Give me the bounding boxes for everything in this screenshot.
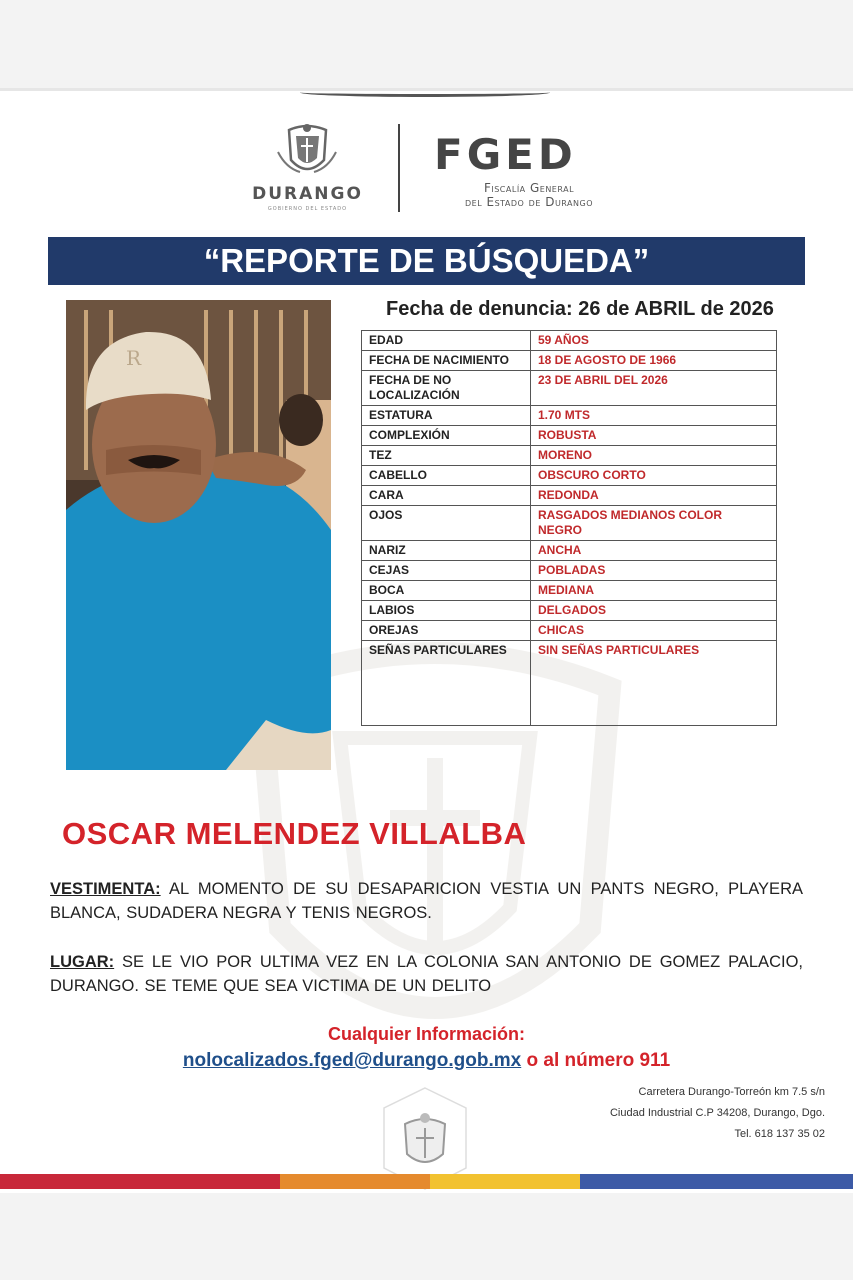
description-row (362, 446, 777, 466)
color-stripe (0, 1174, 853, 1189)
description-value: 59 AÑOS (531, 331, 777, 351)
description-value: DELGADOS (531, 601, 777, 621)
description-row (362, 406, 777, 426)
stripe-blue (580, 1174, 853, 1189)
description-label: OJOS (362, 506, 531, 541)
agency-name-line1: Fiscalía General (483, 181, 575, 195)
description-label: NARIZ (362, 541, 531, 561)
stripe-orange (280, 1174, 430, 1189)
description-value: 18 DE AGOSTO DE 1966 (531, 351, 777, 371)
description-value: POBLADAS (531, 561, 777, 581)
description-row (362, 621, 777, 641)
description-label: FECHA DE NO LOCALIZACIÓN (362, 371, 531, 406)
top-arc-decoration (300, 88, 550, 97)
description-label: OREJAS (362, 621, 531, 641)
info-title: Cualquier Información: (327, 1024, 525, 1044)
description-label: ESTATURA (362, 406, 531, 426)
clothing-paragraph (50, 877, 803, 925)
description-row (362, 601, 777, 621)
description-row (362, 331, 777, 351)
agency-name (434, 181, 624, 209)
description-row (362, 506, 777, 541)
address-phone: Tel. 618 137 35 02 (734, 1128, 825, 1140)
clothing-text: AL MOMENTO DE SU DESAPARICION VESTIA UN PANTS NEGRO, PLAYERA BLANCA, SUDADERA NEGRA Y TENIS NEGROS. (50, 880, 803, 922)
description-row (362, 561, 777, 581)
description-row (362, 371, 777, 406)
report-title-banner: “REPORTE DE BÚSQUEDA” (48, 237, 805, 285)
address-line1: Carretera Durango-Torreón km 7.5 s/n (638, 1086, 825, 1098)
clothing-label: VESTIMENTA: (50, 880, 161, 898)
description-label: BOCA (362, 581, 531, 601)
header-divider (398, 124, 400, 212)
description-row (362, 486, 777, 506)
description-label: EDAD (362, 331, 531, 351)
location-text: SE LE VIO POR ULTIMA VEZ EN LA COLONIA SAN ANTONIO DE GOMEZ PALACIO, DURANGO. SE TEME QUE SEA VICTIMA DE UN DELITO (50, 953, 803, 995)
stripe-red (0, 1174, 280, 1189)
description-value: CHICAS (531, 621, 777, 641)
description-label: CARA (362, 486, 531, 506)
description-value: MEDIANA (531, 581, 777, 601)
contact-line (0, 1050, 853, 1072)
description-value: 1.70 MTS (531, 406, 777, 426)
durango-logo-subtext: GOBIERNO DEL ESTADO (267, 206, 348, 212)
description-label: CABELLO (362, 466, 531, 486)
description-row (362, 351, 777, 371)
description-value: SIN SEÑAS PARTICULARES (531, 641, 777, 726)
search-report-poster (0, 88, 853, 1193)
description-row (362, 426, 777, 446)
description-label: SEÑAS PARTICULARES (362, 641, 531, 726)
agency-address (610, 1082, 825, 1145)
durango-logo-text: DURANGO (252, 184, 363, 204)
svg-text:R: R (126, 346, 142, 370)
description-row (362, 641, 777, 726)
description-value: REDONDA (531, 486, 777, 506)
contact-email-link[interactable]: nolocalizados.fged@durango.gob.mx (182, 1050, 522, 1071)
description-value: 23 DE ABRIL DEL 2026 (531, 371, 777, 406)
person-portrait-illustration (66, 300, 331, 770)
description-row (362, 466, 777, 486)
durango-coat-of-arms-icon (230, 122, 385, 182)
agency-acronym: FGED (434, 130, 577, 179)
contact-middle-text: o al número (521, 1050, 640, 1071)
stripe-yellow (430, 1174, 580, 1189)
description-table (361, 330, 777, 726)
location-paragraph (50, 950, 803, 998)
description-label: COMPLEXIÓN (362, 426, 531, 446)
description-label: FECHA DE NACIMIENTO (362, 351, 531, 371)
description-label: TEZ (362, 446, 531, 466)
report-date: Fecha de denuncia: 26 de ABRIL de 2026 (386, 298, 774, 320)
description-value: MORENO (531, 446, 777, 466)
contact-phone-number: 911 (639, 1050, 671, 1071)
description-value: OBSCURO CORTO (531, 466, 777, 486)
missing-person-name: OSCAR MELENDEZ VILLALBA (62, 816, 527, 851)
missing-person-photo (66, 300, 331, 770)
description-row (362, 541, 777, 561)
description-label: LABIOS (362, 601, 531, 621)
agency-name-line2: del Estado de Durango (465, 195, 593, 209)
description-value: RASGADOS MEDIANOS COLOR NEGRO (531, 506, 777, 541)
description-label: CEJAS (362, 561, 531, 581)
description-row (362, 581, 777, 601)
location-label: LUGAR: (50, 953, 115, 971)
durango-logo (230, 122, 385, 214)
description-value: ROBUSTA (531, 426, 777, 446)
address-line2: Ciudad Industrial C.P 34208, Durango, Dgo. (609, 1107, 825, 1119)
description-value: ANCHA (531, 541, 777, 561)
